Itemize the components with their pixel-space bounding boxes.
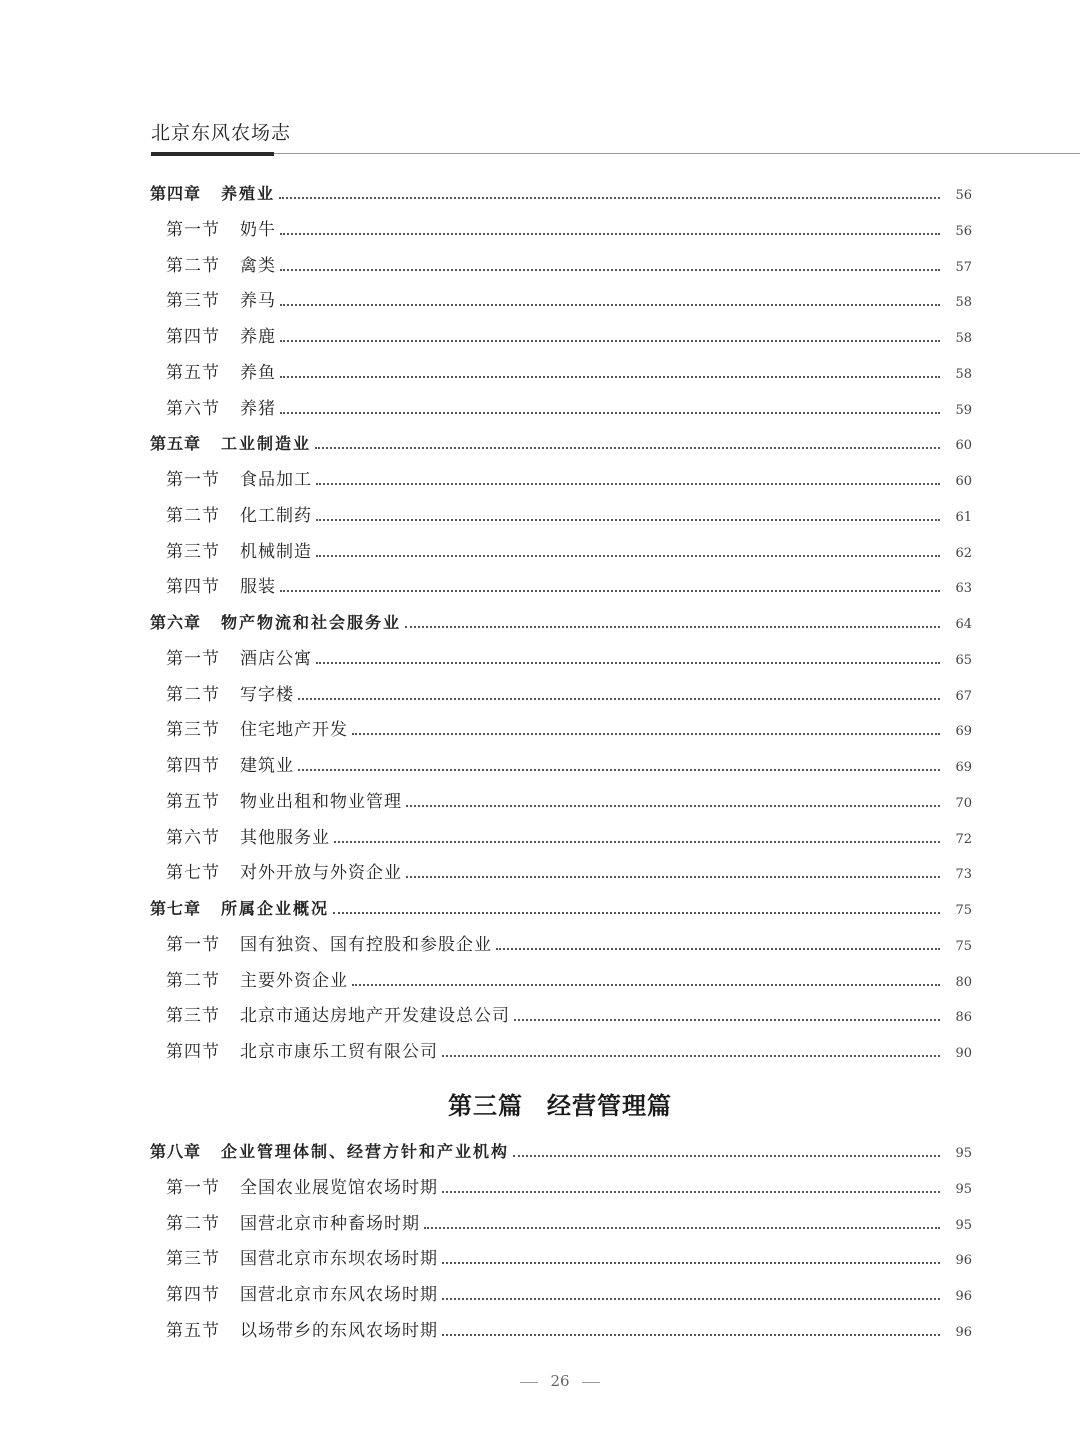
toc-page-number: 95 bbox=[955, 1217, 972, 1233]
toc-section-row[interactable] bbox=[166, 1176, 972, 1200]
toc-page-number: 69 bbox=[955, 724, 972, 740]
toc-page-number: 58 bbox=[955, 331, 972, 346]
toc-section-row[interactable] bbox=[166, 468, 972, 492]
toc-leader-dots bbox=[352, 984, 940, 986]
toc-section-row[interactable] bbox=[166, 1040, 972, 1064]
toc-page-number: 96 bbox=[955, 1253, 972, 1269]
toc-section-row[interactable] bbox=[166, 718, 972, 742]
toc-leader-dots bbox=[442, 1334, 940, 1336]
toc-page-number: 58 bbox=[955, 295, 972, 311]
toc-section-row[interactable] bbox=[166, 325, 972, 349]
toc-entry-title: 养猪 bbox=[240, 398, 276, 419]
toc-chapter-row[interactable] bbox=[150, 432, 972, 456]
toc-entry-number: 第八章 bbox=[150, 1142, 202, 1161]
toc-entry-title: 以场带乡的东风农场时期 bbox=[240, 1320, 438, 1341]
toc-page-number: 56 bbox=[955, 188, 972, 203]
footer-dash-left bbox=[520, 1382, 538, 1383]
toc-section-row[interactable] bbox=[166, 289, 972, 313]
toc-page-number: 75 bbox=[955, 938, 972, 954]
toc-entry-title: 主要外资企业 bbox=[240, 970, 348, 991]
toc-entry-number: 第五节 bbox=[166, 791, 220, 812]
toc-leader-dots bbox=[496, 948, 940, 950]
toc-page-number: 60 bbox=[955, 474, 972, 489]
toc-section-row[interactable] bbox=[166, 826, 972, 850]
toc-page-number: 96 bbox=[955, 1324, 972, 1340]
toc-leader-dots bbox=[280, 590, 940, 592]
toc-entry-title: 物业出租和物业管理 bbox=[240, 791, 402, 812]
toc-entry-title: 建筑业 bbox=[240, 756, 294, 776]
part-number: 第三篇 bbox=[448, 1091, 523, 1120]
toc-entry-title: 企业管理体制、经营方针和产业机构 bbox=[221, 1142, 510, 1161]
header-rule-accent bbox=[151, 152, 274, 156]
toc-section-row[interactable] bbox=[166, 218, 972, 242]
toc-entry-number: 第七节 bbox=[166, 863, 220, 884]
toc-section-row[interactable] bbox=[166, 575, 972, 599]
toc-section-row[interactable] bbox=[166, 647, 972, 671]
toc-leader-dots bbox=[424, 1227, 940, 1229]
toc-page-number: 70 bbox=[955, 795, 972, 811]
toc-section-row[interactable] bbox=[166, 1247, 972, 1271]
toc-entry-number: 第一节 bbox=[166, 648, 220, 669]
toc-entry-number: 第七章 bbox=[150, 899, 202, 918]
toc-entry-number: 第二节 bbox=[166, 255, 220, 276]
toc-entry-number: 第四节 bbox=[166, 1042, 220, 1062]
toc-section-row[interactable] bbox=[166, 1004, 972, 1028]
toc-entry-number: 第六章 bbox=[150, 613, 202, 632]
toc-entry-title: 对外开放与外资企业 bbox=[240, 863, 402, 884]
toc-entry-number: 第六节 bbox=[166, 398, 220, 419]
toc-entry-number: 第五节 bbox=[166, 362, 220, 383]
toc-leader-dots bbox=[333, 912, 940, 914]
toc-entry-title: 国营北京市东风农场时期 bbox=[240, 1285, 438, 1305]
toc-leader-dots bbox=[280, 376, 940, 378]
toc-section-row[interactable] bbox=[166, 790, 972, 814]
toc-entry-number: 第四节 bbox=[166, 327, 220, 347]
toc-entry-title: 工业制造业 bbox=[221, 434, 312, 454]
toc-leader-dots bbox=[279, 197, 940, 199]
toc-leader-dots bbox=[442, 1298, 940, 1300]
toc-section-row[interactable] bbox=[166, 1319, 972, 1343]
toc-section-row[interactable] bbox=[166, 1283, 972, 1307]
toc-page-number: 61 bbox=[955, 509, 972, 525]
toc-leader-dots bbox=[352, 733, 940, 735]
toc-entry-number: 第四节 bbox=[166, 756, 220, 776]
toc-entry-number: 第一节 bbox=[166, 470, 220, 490]
toc-section-row[interactable] bbox=[166, 361, 972, 385]
toc-entry-title: 机械制造 bbox=[240, 541, 312, 562]
toc-entry-title: 国营北京市种畜场时期 bbox=[240, 1213, 420, 1234]
toc-leader-dots bbox=[334, 841, 940, 843]
toc-entry-number: 第二节 bbox=[166, 505, 220, 526]
page-number: 26 bbox=[550, 1372, 570, 1390]
toc-leader-dots bbox=[405, 626, 940, 628]
toc-leader-dots bbox=[280, 340, 940, 342]
toc-entry-number: 第四节 bbox=[166, 1285, 220, 1305]
toc-page-number: 86 bbox=[955, 1010, 972, 1026]
toc-entry-title: 食品加工 bbox=[240, 470, 312, 490]
toc-section-row[interactable] bbox=[166, 754, 972, 778]
toc-section-row[interactable] bbox=[166, 683, 972, 707]
toc-entry-number: 第三节 bbox=[166, 1006, 220, 1027]
toc-page-number: 95 bbox=[955, 1181, 972, 1197]
toc-section-row[interactable] bbox=[166, 397, 972, 421]
toc-entry-number: 第一节 bbox=[166, 1177, 220, 1198]
toc-entry-number: 第一节 bbox=[166, 219, 220, 240]
toc-page-number: 57 bbox=[955, 259, 972, 275]
toc-entry-title: 写字楼 bbox=[240, 684, 294, 705]
toc-leader-dots bbox=[406, 805, 940, 807]
toc-entry-title: 酒店公寓 bbox=[240, 648, 312, 669]
toc-entry-number: 第六节 bbox=[166, 827, 220, 848]
toc-entry-number: 第四章 bbox=[150, 184, 202, 203]
toc-entry-title: 国营北京市东坝农场时期 bbox=[240, 1249, 438, 1270]
toc-leader-dots bbox=[280, 269, 940, 271]
toc-leader-dots bbox=[280, 304, 940, 306]
toc-section-row[interactable] bbox=[166, 969, 972, 993]
toc-page-number: 67 bbox=[955, 688, 972, 704]
toc-leader-dots bbox=[513, 1155, 940, 1157]
toc-entry-title: 其他服务业 bbox=[240, 827, 330, 848]
part-heading bbox=[0, 1086, 1080, 1121]
toc-leader-dots bbox=[298, 698, 940, 700]
toc-entry-number: 第四节 bbox=[166, 577, 220, 598]
toc-entry-title: 国有独资、国有控股和参股企业 bbox=[240, 934, 492, 955]
toc-leader-dots bbox=[442, 1191, 940, 1193]
toc-section-row[interactable] bbox=[166, 504, 972, 528]
toc-entry-number: 第三节 bbox=[166, 291, 220, 312]
toc-page-number: 65 bbox=[955, 652, 972, 668]
header-rule bbox=[151, 153, 1080, 154]
toc-chapter-row[interactable] bbox=[150, 182, 972, 206]
toc-entry-title: 全国农业展览馆农场时期 bbox=[240, 1177, 438, 1198]
footer-dash-right bbox=[582, 1382, 600, 1383]
toc-page-number: 72 bbox=[955, 831, 972, 847]
toc-entry-title: 化工制药 bbox=[240, 505, 312, 526]
toc-leader-dots bbox=[315, 447, 940, 449]
toc-leader-dots bbox=[298, 769, 940, 771]
toc-leader-dots bbox=[316, 662, 940, 664]
part-title: 经营管理篇 bbox=[547, 1091, 672, 1120]
toc-page-number: 56 bbox=[955, 223, 972, 239]
page-footer bbox=[0, 1372, 1080, 1390]
toc-page-number: 64 bbox=[955, 617, 972, 632]
toc-section-row[interactable] bbox=[166, 254, 972, 278]
toc-leader-dots bbox=[316, 483, 940, 485]
toc-section-row[interactable] bbox=[166, 540, 972, 564]
toc-entry-number: 第三节 bbox=[166, 720, 220, 741]
toc-leader-dots bbox=[514, 1019, 940, 1021]
toc-leader-dots bbox=[316, 555, 940, 557]
toc-entry-title: 禽类 bbox=[240, 255, 276, 276]
toc-page-number: 60 bbox=[955, 438, 972, 454]
toc-section-row[interactable] bbox=[166, 933, 972, 957]
toc-chapter-row[interactable] bbox=[150, 611, 972, 635]
toc-leader-dots bbox=[280, 412, 940, 414]
toc-chapter-row[interactable] bbox=[150, 1140, 972, 1164]
toc-page-number: 80 bbox=[955, 974, 972, 990]
toc-leader-dots bbox=[406, 876, 940, 878]
toc-entry-number: 第五章 bbox=[150, 434, 202, 454]
toc-leader-dots bbox=[442, 1055, 940, 1057]
toc-entry-title: 物产物流和社会服务业 bbox=[221, 613, 402, 632]
toc-page-number: 59 bbox=[955, 402, 972, 418]
toc-section-row[interactable] bbox=[166, 1212, 972, 1236]
toc-page-number: 69 bbox=[955, 760, 972, 775]
toc-entry-title: 北京市康乐工贸有限公司 bbox=[240, 1042, 438, 1062]
toc-page-number: 62 bbox=[955, 545, 972, 561]
toc-chapter-row[interactable] bbox=[150, 897, 972, 921]
toc-page-number: 75 bbox=[955, 903, 972, 918]
toc-entry-number: 第一节 bbox=[166, 934, 220, 955]
toc-leader-dots bbox=[316, 519, 940, 521]
toc-entry-title: 住宅地产开发 bbox=[240, 720, 348, 741]
toc-page-number: 63 bbox=[955, 581, 972, 597]
toc-entry-title: 养鹿 bbox=[240, 327, 276, 347]
toc-entry-number: 第二节 bbox=[166, 684, 220, 705]
toc-entry-title: 服装 bbox=[240, 577, 276, 598]
toc-leader-dots bbox=[442, 1262, 940, 1264]
toc-entry-number: 第二节 bbox=[166, 1213, 220, 1234]
toc-page-number: 58 bbox=[955, 366, 972, 382]
toc-page-number: 90 bbox=[955, 1046, 972, 1061]
toc-entry-title: 奶牛 bbox=[240, 219, 276, 240]
toc-entry-number: 第三节 bbox=[166, 1249, 220, 1270]
toc-entry-number: 第二节 bbox=[166, 970, 220, 991]
toc-entry-title: 养殖业 bbox=[221, 184, 276, 203]
toc-entry-title: 养鱼 bbox=[240, 362, 276, 383]
toc-leader-dots bbox=[280, 233, 940, 235]
toc-page-number: 96 bbox=[955, 1289, 972, 1304]
toc-entry-number: 第五节 bbox=[166, 1320, 220, 1341]
book-title: 北京东风农场志 bbox=[151, 122, 292, 144]
toc-page-number: 95 bbox=[955, 1146, 972, 1161]
toc-entry-title: 养马 bbox=[240, 291, 276, 312]
toc-section-row[interactable] bbox=[166, 861, 972, 885]
toc-entry-title: 北京市通达房地产开发建设总公司 bbox=[240, 1006, 510, 1027]
toc-entry-title: 所属企业概况 bbox=[221, 899, 330, 918]
toc-entry-number: 第三节 bbox=[166, 541, 220, 562]
toc-page-number: 73 bbox=[955, 867, 972, 883]
